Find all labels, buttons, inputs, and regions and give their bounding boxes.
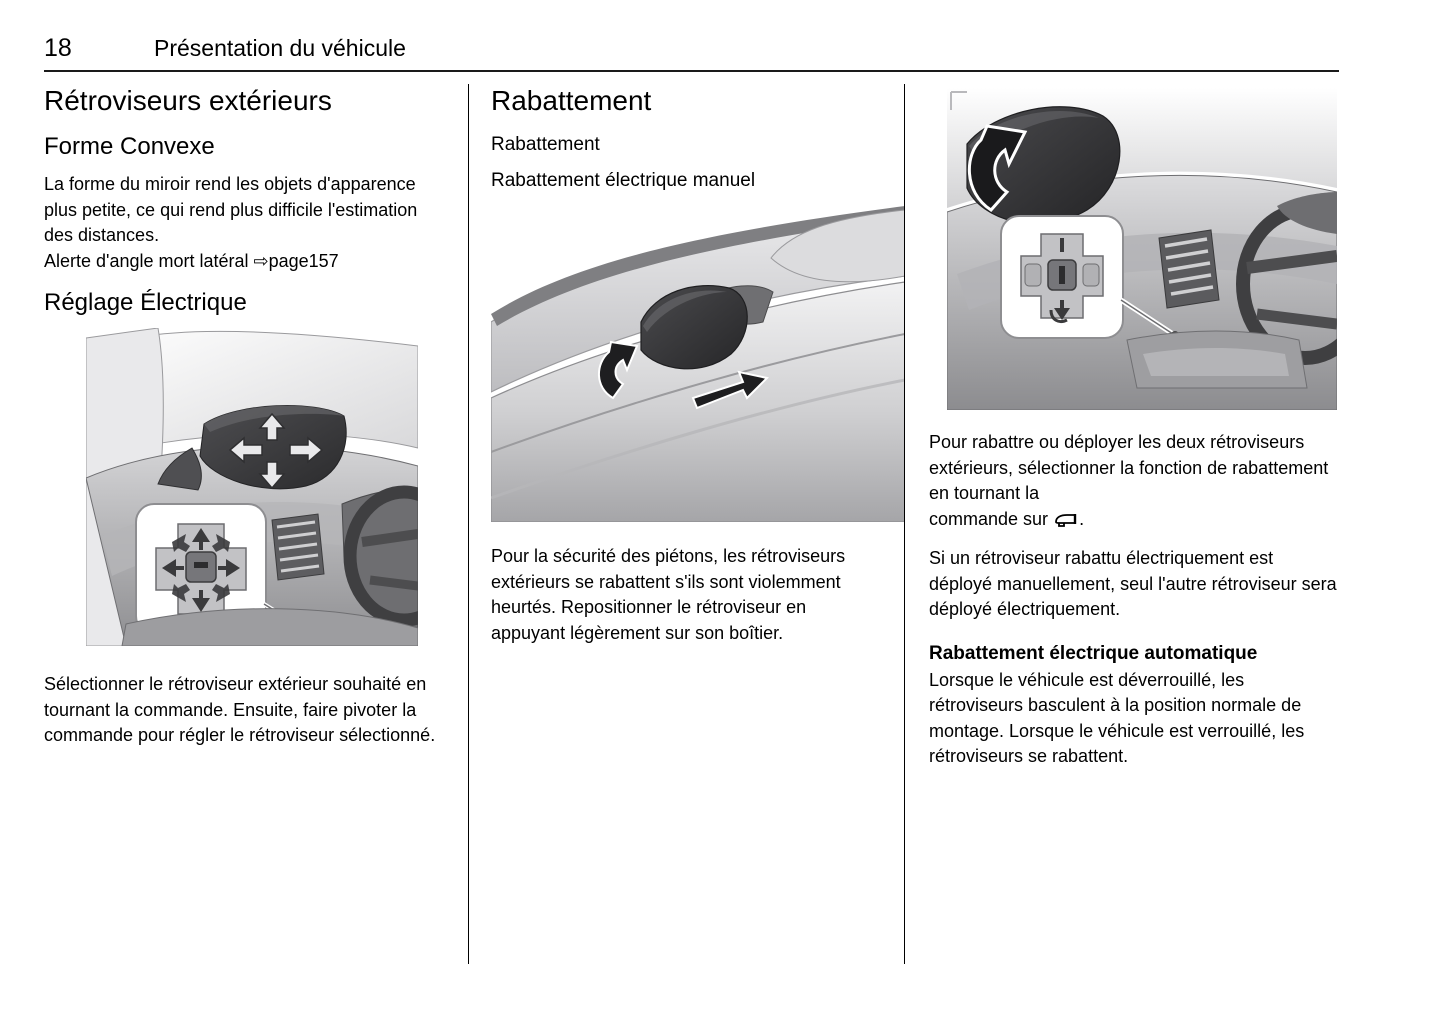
content-columns [44, 84, 1341, 964]
subheading-manual-electric-folding: Rabattement électrique manuel [491, 170, 756, 191]
paragraph-fold-command-period: . [1079, 508, 1085, 529]
page-title: Présentation du véhicule [154, 35, 406, 61]
page-number: 18 [44, 34, 72, 62]
paragraph-fold-deploy-text: Pour rabattre ou déployer les deux rétroviseurs extérieurs, sélectionner la fonction de rabattement en tournant la [929, 432, 1329, 503]
column-middle [468, 84, 904, 964]
electric-folding-figure [947, 88, 1337, 410]
mirror-adjustment-figure [86, 328, 418, 646]
paragraph-fold-command [929, 507, 1341, 533]
fold-mirror-icon [1053, 511, 1079, 529]
subheading-electric-adjustment: Réglage Électrique [44, 289, 247, 316]
paragraph-convex-shape: La forme du miroir rend les objets d'apparence plus petite, ce qui rend plus difficile l'estimation des distances. [44, 174, 418, 245]
paragraph-manual-deploy: Si un rétroviseur rabattu électriquement est déployé manuellement, seul l'autre rétroviseur sera déployé électriquement. [929, 548, 1337, 619]
manual-folding-figure [491, 202, 905, 522]
paragraph-automatic-folding: Lorsque le véhicule est déverrouillé, les rétroviseurs basculent à la position normale de montage. Lorsque le véhicule est verrouillé, les rétroviseurs se rabattent. [929, 669, 1305, 766]
section-heading-folding: Rabattement [491, 85, 652, 116]
subheading-convex-shape: Forme Convexe [44, 133, 215, 160]
paragraph-fold-command-text: commande sur [929, 508, 1049, 529]
paragraph-fold-deploy [929, 430, 1341, 507]
paragraph-pedestrian-safety: Pour la sécurité des piétons, les rétroviseurs extérieurs se rabattent s'ils sont violemment heurtés. Repositionner le rétroviseur en appuyant légèrement sur son boîtier. [491, 546, 846, 643]
paragraph-electric-adjustment: Sélectionner le rétroviseur extérieur souhaité en tournant la commande. Ensuite, faire pivoter la commande pour régler le rétroviseur sélectionné. [44, 674, 436, 745]
column-left [44, 84, 468, 964]
subheading-folding: Rabattement [491, 134, 600, 155]
column-right [904, 84, 1341, 964]
reference-blind-spot: Alerte d'angle mort latéral ⇨page157 [44, 250, 339, 271]
page-header [44, 34, 1339, 72]
subheading-automatic-electric-folding: Rabattement électrique automatique [929, 642, 1258, 664]
section-heading-mirrors: Rétroviseurs extérieurs [44, 85, 332, 116]
